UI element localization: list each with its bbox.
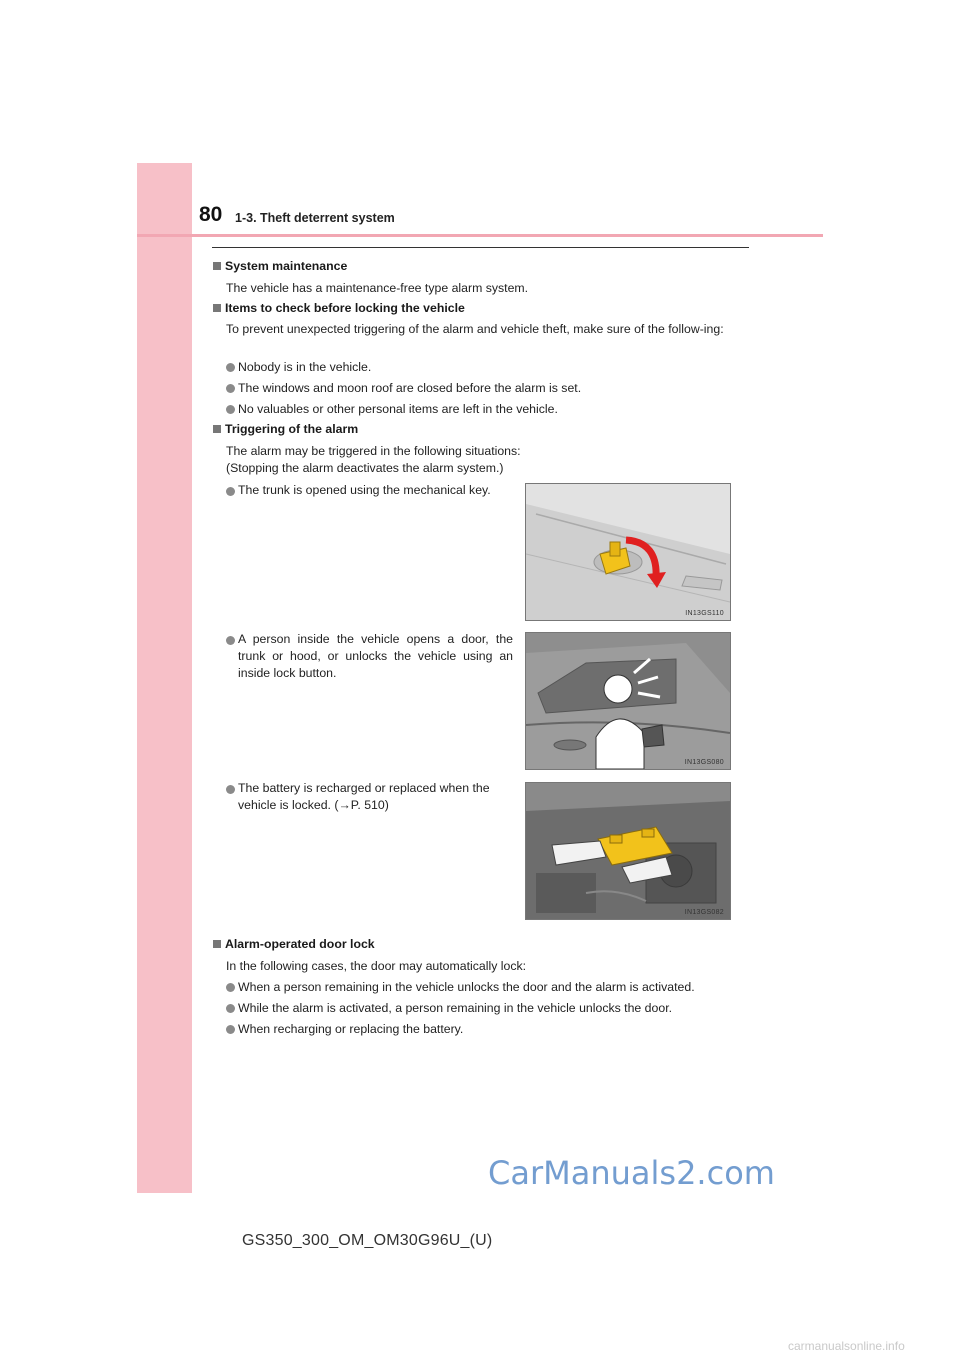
square-bullet-icon <box>213 304 221 312</box>
maintenance-body: The vehicle has a maintenance-free type alarm system. <box>226 281 529 295</box>
check-item: The windows and moon roof are closed before the alarm is set. <box>238 381 582 395</box>
figure-code: IN13GS082 <box>684 909 724 916</box>
trunk-key-illustration <box>525 483 731 621</box>
heading-alarm-door-lock: Alarm-operated door lock <box>213 937 375 951</box>
trunk-lock-icon <box>526 484 730 620</box>
door-lock-item: When a person remaining in the vehicle unlocks the door and the alarm is activated. <box>238 980 695 994</box>
site-watermark: carmanualsonline.info <box>788 1339 905 1353</box>
trigger-item: The battery is recharged or replaced when the vehicle is locked. (→P. 510) <box>238 781 490 812</box>
bullet-icon <box>226 405 235 414</box>
figure-code: IN13GS110 <box>685 610 724 617</box>
header-rule <box>137 234 823 237</box>
document-code: GS350_300_OM_OM30G96U_(U) <box>242 1232 493 1249</box>
person-inside-illustration <box>525 632 731 770</box>
trigger-item: A person inside the vehicle opens a door, the trunk or hood, or unlocks the vehicle using an inside lock button. <box>238 632 513 680</box>
section-title: 1-3. Theft deterrent system <box>235 211 395 225</box>
watermark-logo: CarManuals2.com <box>488 1154 775 1192</box>
triggering-intro-2: (Stopping the alarm deactivates the alarm system.) <box>226 461 504 475</box>
trigger-item: The trunk is opened using the mechanical key. <box>238 483 491 497</box>
door-lock-intro: In the following cases, the door may automatically lock: <box>226 959 527 973</box>
bullet-icon <box>226 363 235 372</box>
bullet-icon <box>226 785 235 794</box>
battery-illustration <box>525 782 731 920</box>
triggering-intro-1: The alarm may be triggered in the following situations: <box>226 444 521 458</box>
bullet-icon <box>226 636 235 645</box>
figure-code: IN13GS080 <box>684 759 724 766</box>
bullet-icon <box>226 983 235 992</box>
bullet-icon <box>226 1025 235 1034</box>
bullet-icon <box>226 1004 235 1013</box>
square-bullet-icon <box>213 940 221 948</box>
bullet-icon <box>226 487 235 496</box>
heading-items-to-check: Items to check before locking the vehicle <box>213 301 465 315</box>
page-number: 80 <box>199 203 223 226</box>
heading-system-maintenance: System maintenance <box>213 259 347 273</box>
check-intro: To prevent unexpected triggering of the alarm and vehicle theft, make sure of the follow-ing: <box>226 322 724 336</box>
check-item: No valuables or other personal items are left in the vehicle. <box>238 402 558 416</box>
engine-battery-icon <box>526 783 730 919</box>
door-lock-item: When recharging or replacing the battery. <box>238 1022 464 1036</box>
door-lock-item: While the alarm is activated, a person remaining in the vehicle unlocks the door. <box>238 1001 673 1015</box>
check-item: Nobody is in the vehicle. <box>238 360 372 374</box>
square-bullet-icon <box>213 262 221 270</box>
content-divider <box>212 247 749 248</box>
sidebar-tab <box>137 163 192 1193</box>
car-door-icon <box>526 633 730 769</box>
square-bullet-icon <box>213 425 221 433</box>
heading-triggering: Triggering of the alarm <box>213 422 358 436</box>
bullet-icon <box>226 384 235 393</box>
